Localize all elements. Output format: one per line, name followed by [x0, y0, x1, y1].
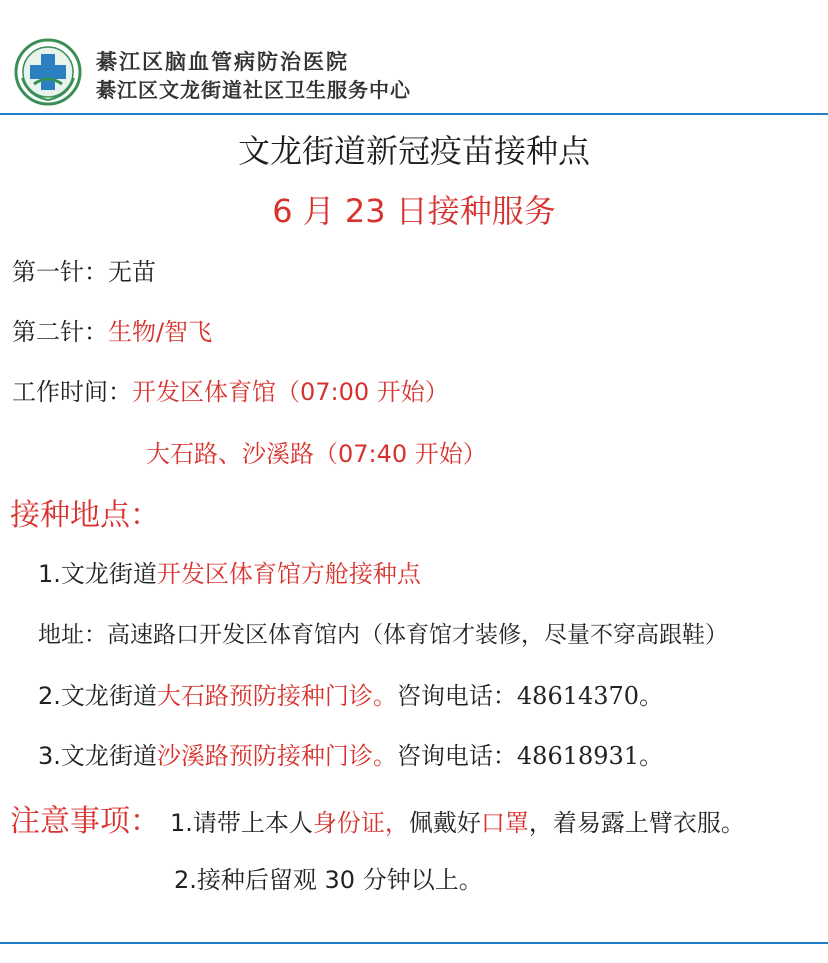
hours-line1: 开发区体育馆（07:00 开始）: [132, 378, 449, 406]
notes-heading: 注意事项：: [10, 804, 160, 839]
site1-name: 开发区体育馆方舱接种点: [156, 560, 421, 588]
site3-name: 沙溪路预防接种门诊。: [156, 742, 397, 770]
hours-label: 工作时间：: [12, 378, 132, 406]
bottom-divider: [0, 942, 828, 944]
site1-row: [38, 554, 421, 589]
note1-part3: 佩戴好: [408, 809, 481, 837]
site2-name: 大石路预防接种门诊。: [156, 682, 397, 710]
site2-phone-label: 咨询电话：: [396, 682, 517, 710]
site1-prefix: 1.文龙街道: [38, 560, 157, 588]
header: [0, 0, 828, 114]
site1-address: 地址：高速路口开发区体育馆内（体育馆才装修，尽量不穿高跟鞋）: [38, 622, 728, 648]
dose1-label: 第一针：: [12, 258, 108, 286]
hours-row: [12, 372, 449, 407]
hours-line2: 大石路、沙溪路（07:40 开始）: [146, 440, 487, 468]
dose1-row: [12, 252, 156, 287]
site3-phone-label: 咨询电话：: [396, 742, 517, 770]
dose1-value: 无苗: [108, 258, 156, 286]
notes-row1: [10, 796, 745, 840]
note2: 2.接种后留观 30 分钟以上。: [174, 866, 483, 894]
site2-prefix: 2.文龙街道: [38, 682, 157, 710]
dose2-label: 第二针：: [12, 318, 108, 346]
page-subtitle: 6 月 23 日接种服务: [272, 192, 556, 230]
note1-part1: 1.请带上本人: [170, 809, 313, 837]
sites-heading: 接种地点：: [10, 498, 160, 533]
site2-row: [38, 676, 663, 711]
site2-phone: 48614370。: [516, 682, 664, 710]
org-name-primary: 綦江区脑血管病防治医院: [96, 49, 349, 74]
site3-phone: 48618931。: [516, 742, 664, 770]
top-divider: [0, 113, 828, 115]
site3-prefix: 3.文龙街道: [38, 742, 157, 770]
hospital-logo-icon: [14, 38, 82, 106]
note1-id-card: 身份证，: [312, 809, 409, 837]
org-name-secondary: 綦江区文龙街道社区卫生服务中心: [96, 78, 411, 102]
dose2-value: 生物/智飞: [108, 318, 213, 346]
note1-part5: ，着易露上臂衣服。: [528, 809, 745, 837]
site3-row: [38, 736, 663, 771]
note1-mask: 口罩: [480, 809, 529, 837]
dose2-row: [12, 312, 212, 347]
page-title: 文龙街道新冠疫苗接种点: [237, 132, 590, 170]
